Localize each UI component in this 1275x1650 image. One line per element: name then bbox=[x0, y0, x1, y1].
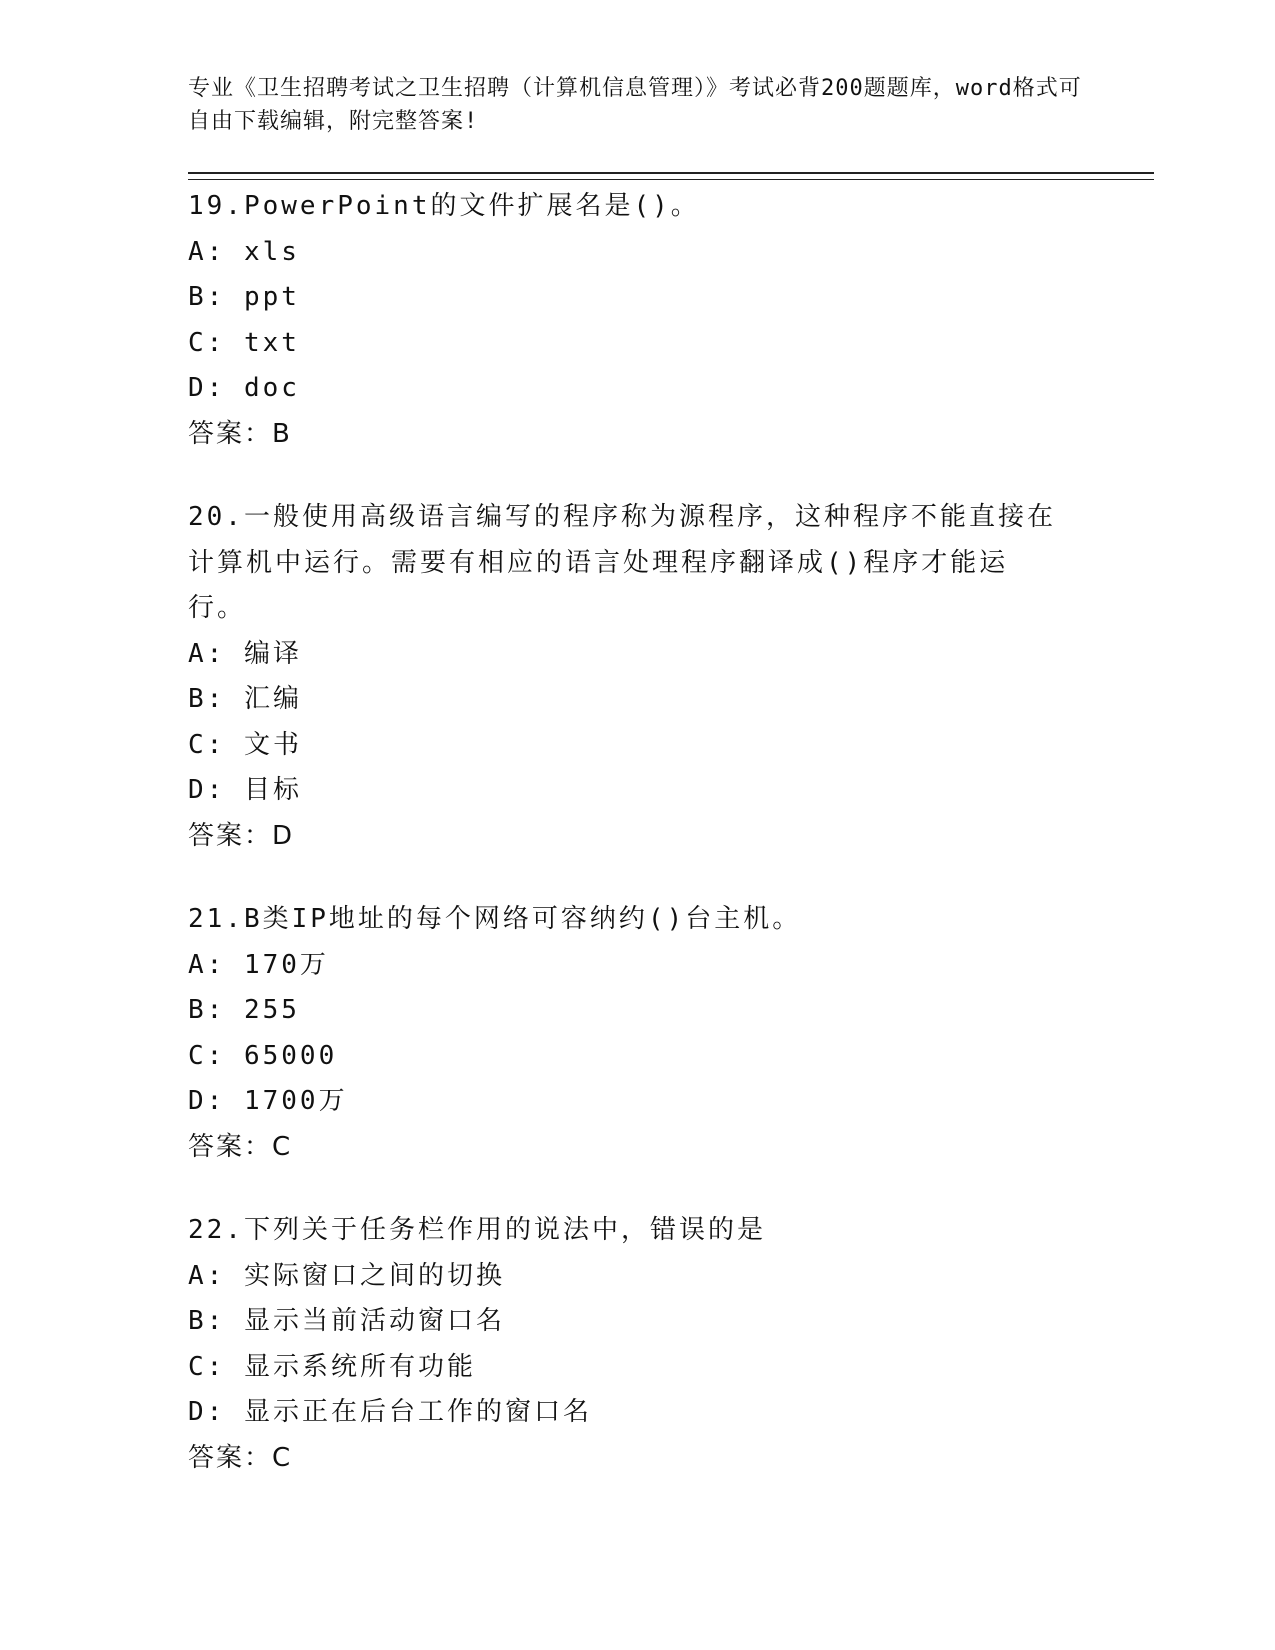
option-c: C: txt bbox=[188, 327, 300, 358]
option-c: C: 文书 bbox=[188, 729, 302, 760]
answer-line: 答案：D bbox=[188, 820, 295, 851]
question-stem: 21.B类IP地址的每个网络可容纳约()台主机。 bbox=[188, 904, 802, 934]
answer-line: 答案：B bbox=[188, 418, 292, 449]
option-d: D: 目标 bbox=[188, 775, 302, 805]
header-divider bbox=[188, 172, 1154, 180]
answer-line: 答案：C bbox=[188, 1442, 293, 1473]
question-block bbox=[188, 184, 1154, 457]
option-d: D: 1700万 bbox=[188, 1086, 348, 1116]
option-b: B: 汇编 bbox=[188, 684, 302, 714]
question-block bbox=[188, 495, 1154, 859]
option-c: C: 显示系统所有功能 bbox=[188, 1351, 476, 1382]
question-stem: 19.PowerPoint的文件扩展名是()。 bbox=[188, 191, 700, 221]
option-a: A: xls bbox=[188, 236, 300, 267]
document-header: 专业《卫生招聘考试之卫生招聘（计算机信息管理）》考试必背200题题库，word格式可自由下载编辑，附完整答案! bbox=[188, 76, 1082, 134]
option-a: A: 170万 bbox=[188, 949, 329, 980]
option-b: B: ppt bbox=[188, 282, 300, 312]
option-d: D: doc bbox=[188, 373, 300, 403]
option-c: C: 65000 bbox=[188, 1040, 338, 1071]
option-a: A: 实际窗口之间的切换 bbox=[188, 1260, 505, 1291]
option-b: B: 显示当前活动窗口名 bbox=[188, 1306, 505, 1336]
question-block bbox=[188, 897, 1154, 1170]
question-stem: 20.一般使用高级语言编写的程序称为源程序，这种程序不能直接在计算机中运行。需要有相应的语言处理程序翻译成()程序才能运行。 bbox=[188, 502, 1056, 623]
option-d: D: 显示正在后台工作的窗口名 bbox=[188, 1397, 592, 1427]
question-block bbox=[188, 1208, 1154, 1481]
option-a: A: 编译 bbox=[188, 638, 302, 669]
document-page bbox=[188, 72, 1154, 1481]
answer-line: 答案：C bbox=[188, 1131, 293, 1162]
question-stem: 22.下列关于任务栏作用的说法中，错误的是 bbox=[188, 1215, 766, 1245]
option-b: B: 255 bbox=[188, 995, 300, 1025]
